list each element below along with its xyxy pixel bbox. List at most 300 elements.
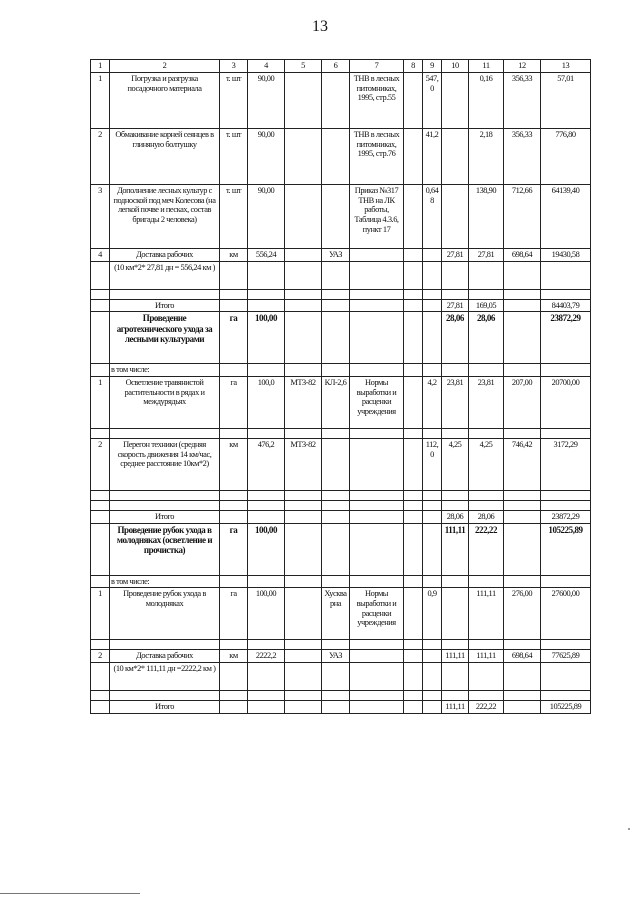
cell-col-1 xyxy=(91,312,110,364)
cell-col-9 xyxy=(423,640,442,650)
cell-col-6 xyxy=(322,640,350,650)
cell-col-10: 111,11 xyxy=(442,700,469,713)
row-workers-calc-2 xyxy=(91,662,591,690)
cell-col-9 xyxy=(423,523,442,575)
cell-col-7 xyxy=(350,662,404,690)
cell-col-3 xyxy=(220,364,248,377)
cell-col-11: 2,18 xyxy=(469,129,504,185)
cell-col-1 xyxy=(91,640,110,650)
cell-col-4: 476,2 xyxy=(248,438,285,490)
cell-col-1 xyxy=(91,500,110,510)
cell-col-12 xyxy=(504,690,541,700)
cell-col-5 xyxy=(285,662,322,690)
header-cell: 11 xyxy=(469,60,504,73)
cell-col-2 xyxy=(110,690,220,700)
cell-col-6 xyxy=(322,490,350,500)
cell-col-6 xyxy=(322,690,350,700)
cell-col-10 xyxy=(442,129,469,185)
cell-col-11: 4,25 xyxy=(469,438,504,490)
cell-col-12 xyxy=(504,364,541,377)
cell-col-5 xyxy=(285,364,322,377)
cell-col-11 xyxy=(469,289,504,299)
header-cell: 2 xyxy=(110,60,220,73)
cell-col-11 xyxy=(469,500,504,510)
cell-col-11 xyxy=(469,640,504,650)
row-blank-4 xyxy=(91,500,591,510)
row-lightening xyxy=(91,376,591,428)
cell-col-9: 547,0 xyxy=(423,73,442,129)
cell-col-11: 28,06 xyxy=(469,510,504,523)
cell-col-8 xyxy=(404,428,423,438)
cell-col-8 xyxy=(404,662,423,690)
row-blank-2 xyxy=(91,428,591,438)
header-cell: 8 xyxy=(404,60,423,73)
cell-col-5 xyxy=(285,129,322,185)
cell-col-7 xyxy=(350,575,404,588)
cell-col-8 xyxy=(404,289,423,299)
cell-col-10 xyxy=(442,500,469,510)
cell-col-6 xyxy=(322,575,350,588)
cell-col-13: 19430,58 xyxy=(541,249,591,262)
row-thinning xyxy=(91,588,591,640)
cell-col-13 xyxy=(541,289,591,299)
cell-col-12 xyxy=(504,523,541,575)
cell-col-2: Обмакивание корней сеянцев в глиняную болтушку xyxy=(110,129,220,185)
cell-col-1 xyxy=(91,510,110,523)
cell-col-6 xyxy=(322,185,350,249)
cell-col-1 xyxy=(91,299,110,312)
cell-col-2: Итого xyxy=(110,700,220,713)
cell-col-1 xyxy=(91,364,110,377)
header-row xyxy=(91,60,591,73)
cell-col-6 xyxy=(322,500,350,510)
cell-col-9: 4,2 xyxy=(423,376,442,428)
cell-col-11 xyxy=(469,261,504,289)
cell-col-8 xyxy=(404,700,423,713)
cell-col-12 xyxy=(504,575,541,588)
cell-col-5 xyxy=(285,299,322,312)
cell-col-2: Итого xyxy=(110,299,220,312)
cell-col-12: 207,00 xyxy=(504,376,541,428)
cell-col-3: га xyxy=(220,523,248,575)
cell-col-4: 100,00 xyxy=(248,588,285,640)
cell-col-12 xyxy=(504,500,541,510)
cell-col-1 xyxy=(91,523,110,575)
cell-col-11 xyxy=(469,662,504,690)
cell-col-4 xyxy=(248,500,285,510)
row-workers-calc-1 xyxy=(91,261,591,289)
cell-col-1: 1 xyxy=(91,376,110,428)
cell-col-8 xyxy=(404,588,423,640)
cell-col-7 xyxy=(350,438,404,490)
cell-col-5 xyxy=(285,249,322,262)
cell-col-7 xyxy=(350,299,404,312)
cell-col-12 xyxy=(504,662,541,690)
cell-col-9: 112,0 xyxy=(423,438,442,490)
cell-col-4 xyxy=(248,261,285,289)
cell-col-7: Нормы выработки и расценки учреждения xyxy=(350,376,404,428)
page-number: 13 xyxy=(312,18,328,35)
cell-col-1 xyxy=(91,261,110,289)
cell-col-5 xyxy=(285,575,322,588)
cell-col-13: 77625,89 xyxy=(541,650,591,663)
cell-col-6 xyxy=(322,261,350,289)
footnote-line xyxy=(0,893,140,894)
cell-col-8 xyxy=(404,185,423,249)
cell-col-11: 23,81 xyxy=(469,376,504,428)
cell-col-11 xyxy=(469,690,504,700)
cell-col-9 xyxy=(423,289,442,299)
cell-col-8 xyxy=(404,261,423,289)
cell-col-9 xyxy=(423,249,442,262)
cell-col-12 xyxy=(504,700,541,713)
cell-col-4 xyxy=(248,575,285,588)
cell-col-7: Приказ №317 ТНВ на ЛК работы, Таблица 4.3.6, пункт 17 xyxy=(350,185,404,249)
cell-col-5 xyxy=(285,73,322,129)
row-incl-1 xyxy=(91,364,591,377)
cell-col-2: Дополнение лесных культур с подноской под меч Колесова (на легкой почве и песках, состав бригады 2 человека) xyxy=(110,185,220,249)
row-total-1 xyxy=(91,299,591,312)
cell-col-7 xyxy=(350,249,404,262)
cell-col-13 xyxy=(541,662,591,690)
cell-col-10: 23,81 xyxy=(442,376,469,428)
cell-col-4 xyxy=(248,289,285,299)
row-blank-3 xyxy=(91,490,591,500)
cell-col-13: 84403,79 xyxy=(541,299,591,312)
header-cell: 10 xyxy=(442,60,469,73)
cell-col-9 xyxy=(423,510,442,523)
cell-col-12 xyxy=(504,312,541,364)
cell-col-8 xyxy=(404,500,423,510)
cell-col-9 xyxy=(423,662,442,690)
cell-col-10 xyxy=(442,575,469,588)
cell-col-10 xyxy=(442,364,469,377)
cell-col-3 xyxy=(220,299,248,312)
header-cell: 1 xyxy=(91,60,110,73)
cell-col-9 xyxy=(423,364,442,377)
cell-col-12 xyxy=(504,510,541,523)
cell-col-12: 276,00 xyxy=(504,588,541,640)
cell-col-6: КЛ-2,6 xyxy=(322,376,350,428)
cell-col-3: га xyxy=(220,376,248,428)
cell-col-8 xyxy=(404,650,423,663)
cell-col-13: 57,01 xyxy=(541,73,591,129)
cell-col-2: в том числе: xyxy=(110,575,220,588)
cell-col-11 xyxy=(469,428,504,438)
cell-col-3 xyxy=(220,575,248,588)
cell-col-5 xyxy=(285,289,322,299)
cell-col-2: Итого xyxy=(110,510,220,523)
cell-col-4: 90,00 xyxy=(248,185,285,249)
cell-col-3 xyxy=(220,662,248,690)
cell-col-8 xyxy=(404,299,423,312)
scan-mark xyxy=(628,828,630,830)
cell-col-7 xyxy=(350,500,404,510)
cell-col-10 xyxy=(442,662,469,690)
cell-col-7 xyxy=(350,690,404,700)
cell-col-10: 4,25 xyxy=(442,438,469,490)
cell-col-10: 27,81 xyxy=(442,299,469,312)
cell-col-4: 100,00 xyxy=(248,312,285,364)
cell-col-6 xyxy=(322,662,350,690)
cell-col-2: Проведение рубок ухода в молодняках (осветление и прочистка) xyxy=(110,523,220,575)
cell-col-10 xyxy=(442,289,469,299)
cell-col-4 xyxy=(248,510,285,523)
cell-col-4: 100,00 xyxy=(248,523,285,575)
cell-col-3: км xyxy=(220,650,248,663)
cell-col-12: 746,42 xyxy=(504,438,541,490)
cell-col-11: 222,22 xyxy=(469,523,504,575)
cell-col-6 xyxy=(322,428,350,438)
cell-col-3 xyxy=(220,510,248,523)
cell-col-11: 222,22 xyxy=(469,700,504,713)
cell-col-13 xyxy=(541,261,591,289)
cell-col-5 xyxy=(285,640,322,650)
cell-col-13 xyxy=(541,690,591,700)
cell-col-5 xyxy=(285,312,322,364)
row-incl-2 xyxy=(91,575,591,588)
cell-col-2 xyxy=(110,289,220,299)
cell-col-3 xyxy=(220,690,248,700)
cell-col-9 xyxy=(423,312,442,364)
cost-table xyxy=(90,59,591,714)
cell-col-8 xyxy=(404,438,423,490)
cell-col-13 xyxy=(541,364,591,377)
cell-col-1: 4 xyxy=(91,249,110,262)
cell-col-2: Доставка рабочих xyxy=(110,650,220,663)
cell-col-13: 105225,89 xyxy=(541,523,591,575)
cell-col-3 xyxy=(220,289,248,299)
cell-col-6 xyxy=(322,299,350,312)
cell-col-1: 1 xyxy=(91,588,110,640)
cell-col-2: (10 км*2* 111,11 дн =2222,2 км ) xyxy=(110,662,220,690)
cell-col-7: ТНВ в лесных питомниках, 1995, стр.76 xyxy=(350,129,404,185)
cell-col-4 xyxy=(248,690,285,700)
cell-col-2: Проведение агротехнического ухода за лесными культурами xyxy=(110,312,220,364)
cell-col-3: т. шт xyxy=(220,73,248,129)
cell-col-9 xyxy=(423,490,442,500)
cell-col-4 xyxy=(248,490,285,500)
cell-col-11: 138,90 xyxy=(469,185,504,249)
cell-col-5 xyxy=(285,510,322,523)
cell-col-7 xyxy=(350,700,404,713)
header-cell: 12 xyxy=(504,60,541,73)
cell-col-8 xyxy=(404,73,423,129)
cell-col-5: МТЗ-82 xyxy=(285,376,322,428)
cell-col-9 xyxy=(423,261,442,289)
cell-col-5 xyxy=(285,588,322,640)
cell-col-6 xyxy=(322,129,350,185)
cell-col-5 xyxy=(285,523,322,575)
cell-col-7 xyxy=(350,312,404,364)
cell-col-1: 2 xyxy=(91,438,110,490)
cell-col-8 xyxy=(404,364,423,377)
cell-col-2 xyxy=(110,640,220,650)
cell-col-8 xyxy=(404,312,423,364)
cell-col-13 xyxy=(541,640,591,650)
cell-col-9 xyxy=(423,700,442,713)
cell-col-4 xyxy=(248,299,285,312)
cell-col-1 xyxy=(91,575,110,588)
cell-col-7 xyxy=(350,364,404,377)
row-loading xyxy=(91,73,591,129)
header-cell: 6 xyxy=(322,60,350,73)
cell-col-2: Доставка рабочих xyxy=(110,249,220,262)
cell-col-1: 1 xyxy=(91,73,110,129)
row-blank-6 xyxy=(91,690,591,700)
cell-col-9 xyxy=(423,428,442,438)
cell-col-13: 64139,40 xyxy=(541,185,591,249)
cell-col-8 xyxy=(404,129,423,185)
cell-col-11 xyxy=(469,490,504,500)
cell-col-11: 0,16 xyxy=(469,73,504,129)
cell-col-8 xyxy=(404,490,423,500)
row-section-thinning xyxy=(91,523,591,575)
cell-col-5 xyxy=(285,690,322,700)
cell-col-7 xyxy=(350,510,404,523)
cell-col-2 xyxy=(110,428,220,438)
cell-col-7 xyxy=(350,289,404,299)
cell-col-9 xyxy=(423,299,442,312)
cell-col-1 xyxy=(91,428,110,438)
header-cell: 5 xyxy=(285,60,322,73)
cell-col-2: в том числе: xyxy=(110,364,220,377)
cell-col-13: 776,80 xyxy=(541,129,591,185)
row-section-care xyxy=(91,312,591,364)
cell-col-8 xyxy=(404,249,423,262)
cell-col-10 xyxy=(442,490,469,500)
cell-col-5 xyxy=(285,428,322,438)
cell-col-6 xyxy=(322,510,350,523)
cell-col-4 xyxy=(248,662,285,690)
cell-col-1 xyxy=(91,289,110,299)
cell-col-10 xyxy=(442,588,469,640)
cell-col-13 xyxy=(541,428,591,438)
cell-col-1: 3 xyxy=(91,185,110,249)
row-total-2 xyxy=(91,510,591,523)
cell-col-10 xyxy=(442,185,469,249)
cell-col-8 xyxy=(404,523,423,575)
cell-col-5 xyxy=(285,261,322,289)
header-cell: 4 xyxy=(248,60,285,73)
cell-col-3 xyxy=(220,700,248,713)
cell-col-4 xyxy=(248,640,285,650)
cell-col-6 xyxy=(322,312,350,364)
cell-col-9: 0,9 xyxy=(423,588,442,640)
cell-col-12 xyxy=(504,640,541,650)
cell-col-13: 20700,00 xyxy=(541,376,591,428)
row-workers-delivery-1 xyxy=(91,249,591,262)
header-cell: 3 xyxy=(220,60,248,73)
cell-col-5 xyxy=(285,650,322,663)
cell-col-2: Осветление травянистой растительности в рядах и междурядьях xyxy=(110,376,220,428)
cell-col-5 xyxy=(285,490,322,500)
cell-col-6 xyxy=(322,700,350,713)
cell-col-2: Перегон техники (средняя скорость движения 14 км/час, среднее расстояние 10км*2) xyxy=(110,438,220,490)
cell-col-1 xyxy=(91,490,110,500)
cell-col-8 xyxy=(404,510,423,523)
cell-col-12 xyxy=(504,261,541,289)
cell-col-10 xyxy=(442,261,469,289)
cell-col-10: 111,11 xyxy=(442,523,469,575)
cell-col-10 xyxy=(442,73,469,129)
cell-col-9: 41,2 xyxy=(423,129,442,185)
cell-col-7 xyxy=(350,490,404,500)
cell-col-13: 27600,00 xyxy=(541,588,591,640)
row-blank-1 xyxy=(91,289,591,299)
cell-col-6 xyxy=(322,73,350,129)
cell-col-6: Хускварна xyxy=(322,588,350,640)
cell-col-11: 28,06 xyxy=(469,312,504,364)
cell-col-12 xyxy=(504,490,541,500)
cell-col-8 xyxy=(404,640,423,650)
cell-col-6 xyxy=(322,438,350,490)
cell-col-4: 100,0 xyxy=(248,376,285,428)
cell-col-3 xyxy=(220,640,248,650)
cell-col-3 xyxy=(220,500,248,510)
cell-col-5 xyxy=(285,185,322,249)
row-total-3 xyxy=(91,700,591,713)
cell-col-13: 23872,29 xyxy=(541,510,591,523)
cell-col-4: 90,00 xyxy=(248,129,285,185)
row-blank-5 xyxy=(91,640,591,650)
cell-col-13 xyxy=(541,575,591,588)
cell-col-7 xyxy=(350,650,404,663)
header-cell: 7 xyxy=(350,60,404,73)
cell-col-11 xyxy=(469,364,504,377)
cell-col-2: (10 км*2* 27,81 дн = 556,24 км ) xyxy=(110,261,220,289)
cell-col-9: 0,648 xyxy=(423,185,442,249)
cell-col-7 xyxy=(350,640,404,650)
cell-col-12: 712,66 xyxy=(504,185,541,249)
row-replanting xyxy=(91,185,591,249)
cell-col-11: 169,05 xyxy=(469,299,504,312)
cell-col-6: УАЗ xyxy=(322,650,350,663)
cell-col-8 xyxy=(404,690,423,700)
cell-col-2: Погрузка и разгрузка посадочного материала xyxy=(110,73,220,129)
cell-col-8 xyxy=(404,575,423,588)
cell-col-5 xyxy=(285,500,322,510)
cell-col-12: 698,64 xyxy=(504,650,541,663)
row-root-dipping xyxy=(91,129,591,185)
cell-col-10 xyxy=(442,428,469,438)
cell-col-12: 698,64 xyxy=(504,249,541,262)
cell-col-2: Проведение рубок ухода в молодняках xyxy=(110,588,220,640)
cell-col-13: 3172,29 xyxy=(541,438,591,490)
row-equipment-transfer xyxy=(91,438,591,490)
cell-col-7: ТНВ в лесных питомниках, 1995, стр.55 xyxy=(350,73,404,129)
cell-col-2 xyxy=(110,490,220,500)
cell-col-3: га xyxy=(220,312,248,364)
cell-col-13: 105225,89 xyxy=(541,700,591,713)
cell-col-1: 2 xyxy=(91,650,110,663)
cell-col-10 xyxy=(442,690,469,700)
cell-col-3: км xyxy=(220,438,248,490)
cell-col-3 xyxy=(220,490,248,500)
cell-col-10 xyxy=(442,640,469,650)
cell-col-4 xyxy=(248,700,285,713)
cell-col-10: 27,81 xyxy=(442,249,469,262)
cell-col-1: 2 xyxy=(91,129,110,185)
cell-col-4: 556,24 xyxy=(248,249,285,262)
cell-col-4 xyxy=(248,428,285,438)
cell-col-1 xyxy=(91,662,110,690)
cell-col-11: 27,81 xyxy=(469,249,504,262)
cell-col-2 xyxy=(110,500,220,510)
cell-col-1 xyxy=(91,690,110,700)
header-cell: 13 xyxy=(541,60,591,73)
cell-col-7 xyxy=(350,428,404,438)
